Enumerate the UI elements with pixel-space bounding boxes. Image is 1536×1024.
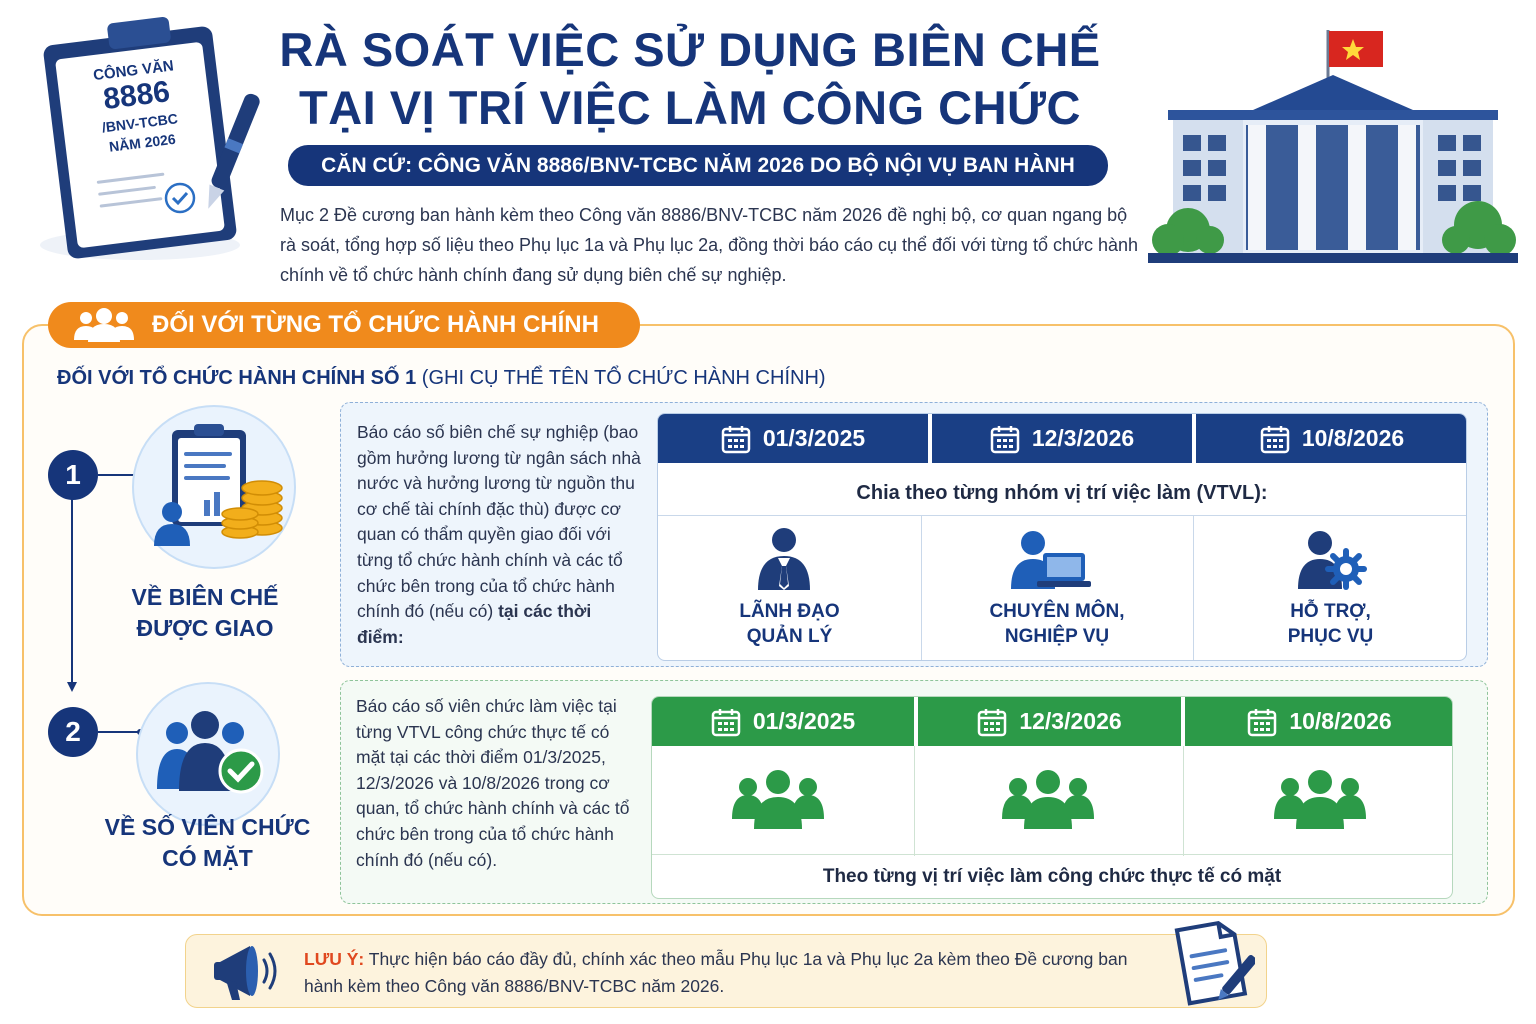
calendar-icon: [721, 424, 751, 454]
group-professional: [921, 599, 1193, 649]
calendar-icon: [977, 707, 1007, 737]
step1-description-text: Báo cáo số biên chế sự nghiệp (bao gồm hưởng lương từ ngân sách nhà nước và hưởng lương từ nguồn thu cơ chế tài chính đặc thù) được cơ quan có thẩm quyền giao đối với từng tổ chức hành chính và các tổ chức bên trong của tổ chức hành chính đó (nếu có): [357, 422, 641, 622]
group-support-line1: HỖ TRỢ,: [1290, 601, 1371, 622]
calendar-icon: [1247, 707, 1277, 737]
group-professional-line2: NGHIỆP VỤ: [1004, 626, 1110, 647]
group-leader: [658, 599, 921, 649]
document-pen-icon: [1165, 918, 1255, 1008]
step1-number: 1: [48, 450, 98, 500]
document-lines-icon: [95, 168, 205, 218]
step2-description: Báo cáo số viên chức làm việc tại từng VTVL công chức thực tế có mặt tại các thời điểm 01/3/2025, 12/3/2026 và 10/8/2026 trong cơ quan, tổ chức hành chính và các tổ chức bên trong của tổ chức hành chính đó (nếu có).: [356, 696, 630, 870]
step1-label-line1: VỀ BIÊN CHẾ: [131, 584, 279, 610]
leader-icon: [756, 526, 812, 592]
calendar-icon: [711, 707, 741, 737]
section-tab-label: ĐỐI VỚI TỪNG TỔ CHỨC HÀNH CHÍNH: [152, 311, 599, 338]
group-professional-line1: CHUYÊN MÔN,: [989, 601, 1125, 622]
pen-icon: [195, 85, 265, 225]
calendar-icon: [990, 424, 1020, 454]
megaphone-icon: [212, 938, 282, 1004]
step1-subhead: Chia theo từng nhóm vị trí việc làm (VTVL):: [856, 481, 1268, 504]
staff-group-icon: [1274, 769, 1366, 831]
divider: [914, 746, 915, 856]
divider: [1183, 746, 1184, 856]
group-support: [1193, 599, 1467, 649]
calendar-icon: [1260, 424, 1290, 454]
org-title: [57, 367, 826, 390]
step2-date-1: 01/3/2025: [752, 708, 856, 734]
note-label: LƯU Ý:: [304, 949, 365, 969]
step2-number: 2: [48, 707, 98, 757]
step2-label-line1: VỀ SỐ VIÊN CHỨC: [104, 814, 311, 840]
step1-description-bold: tại các thời điểm:: [357, 601, 592, 647]
section-tab: [48, 302, 640, 348]
document-card-line4: NĂM 2026: [108, 130, 177, 155]
group-leader-line1: LÃNH ĐẠO: [739, 601, 840, 622]
document-card-text: [63, 54, 213, 161]
step2-date-3: 10/8/2026: [1289, 708, 1392, 734]
step1-date-header-2: [932, 414, 1192, 463]
step2-label: [100, 812, 315, 874]
document-card-line3: /BNV-TCBC: [101, 110, 179, 136]
document-card-line2: 8886: [101, 75, 172, 117]
step1-date-header-1: [658, 414, 928, 463]
step1-date-2: 12/3/2026: [1031, 425, 1135, 451]
legal-basis-banner: CĂN CỨ: CÔNG VĂN 8886/BNV-TCBC NĂM 2026 DO BỘ NỘI VỤ BAN HÀNH: [288, 145, 1108, 186]
step1-date-grid: [657, 413, 1467, 661]
staff-group-icon: [1002, 769, 1094, 831]
note-body: Thực hiện báo cáo đầy đủ, chính xác theo mẫu Phụ lục 1a và Phụ lục 2a kèm theo Đề cương ban hành kèm theo Công văn 8886/BNV-TCBC năm 2026.: [304, 949, 1128, 996]
staff-group-icon: [732, 769, 824, 831]
document-card-line1: CÔNG VĂN: [92, 57, 175, 85]
step2-date-header-3: [1185, 697, 1453, 746]
staff-present-icon: [155, 705, 265, 795]
professional-laptop-icon: [1011, 529, 1091, 591]
document-illustration: [0, 0, 270, 270]
step1-date-3: 10/8/2026: [1301, 425, 1405, 451]
people-group-icon: [72, 306, 136, 344]
step2-date-grid: [651, 696, 1453, 899]
divider: [658, 515, 1466, 516]
group-support-line2: PHỤC VỤ: [1287, 626, 1374, 647]
page-title-line1: RÀ SOÁT VIỆC SỬ DỤNG BIÊN CHẾ: [279, 23, 1101, 76]
step2-footer: Theo từng vị trí việc làm công chức thực tế có mặt: [822, 866, 1282, 887]
note-text: [304, 946, 1134, 1000]
step2-date-header-1: [652, 697, 914, 746]
step2-label-line2: CÓ MẶT: [162, 845, 253, 871]
support-gear-icon: [1296, 529, 1368, 591]
step1-date-header-3: [1196, 414, 1467, 463]
step1-date-1: 01/3/2025: [762, 425, 866, 451]
step1-label: [105, 582, 305, 644]
page-title-line2: TẠI VỊ TRÍ VIỆC LÀM CÔNG CHỨC: [299, 81, 1081, 134]
report-coins-icon: [150, 420, 285, 550]
step2-date-header-2: [918, 697, 1181, 746]
intro-paragraph: Mục 2 Đề cương ban hành kèm theo Công văn 8886/BNV-TCBC năm 2026 đề nghị bộ, cơ quan ngang bộ rà soát, tổng hợp số liệu theo Phụ lục 1a và Phụ lục 2a, đồng thời báo cáo cụ thể đối với từng tổ chức hành chính về tổ chức hành chính đang sử dụng biên chế sự nghiệp.: [280, 205, 1139, 285]
government-building-icon: [1148, 25, 1518, 270]
org-title-note: (GHI CỤ THỂ TÊN TỔ CHỨC HÀNH CHÍNH): [416, 367, 826, 389]
group-leader-line2: QUẢN LÝ: [746, 626, 833, 647]
org-title-bold: ĐỐI VỚI TỔ CHỨC HÀNH CHÍNH SỐ 1: [57, 367, 417, 389]
step2-date-2: 12/3/2026: [1019, 708, 1122, 734]
step1-label-line2: ĐƯỢC GIAO: [136, 615, 274, 641]
step1-description: [357, 420, 642, 650]
